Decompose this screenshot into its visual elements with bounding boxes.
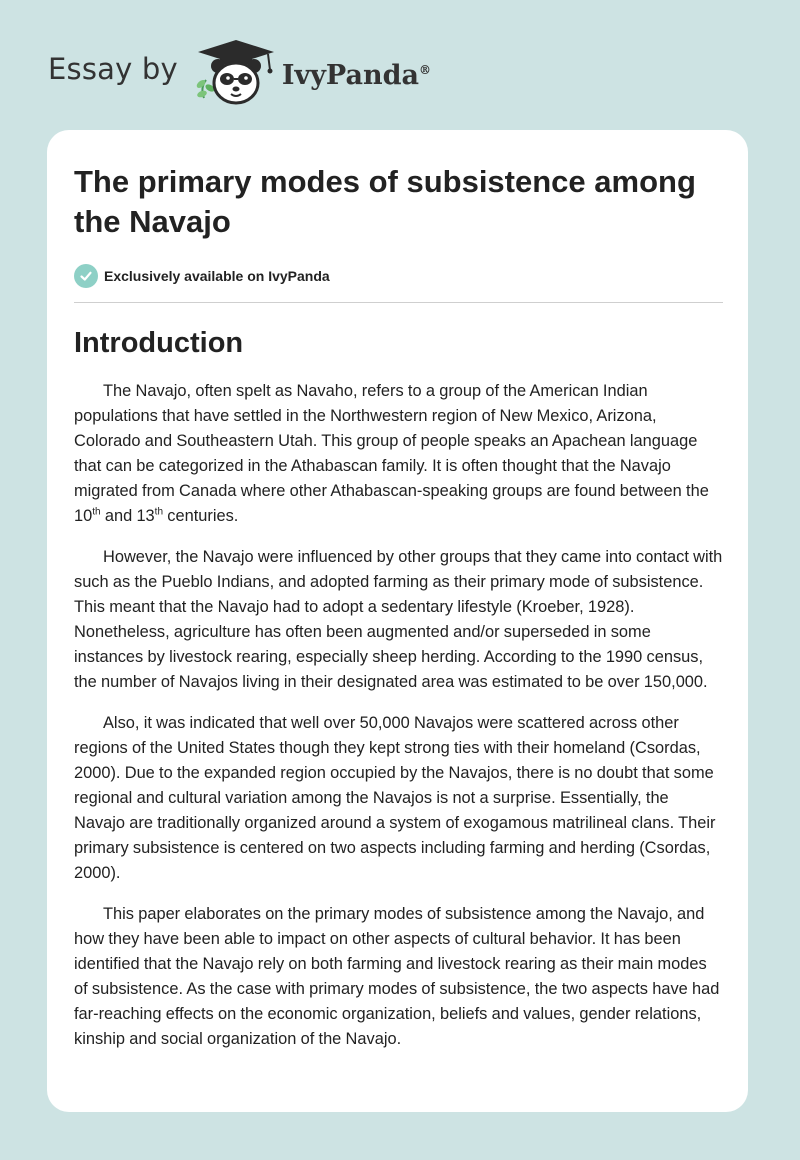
section-heading: Introduction xyxy=(74,327,244,359)
essay-content xyxy=(74,162,723,1052)
brand-name[interactable]: IvyPanda® xyxy=(281,59,431,91)
registered-mark: ® xyxy=(418,62,431,77)
essay-card xyxy=(47,130,748,1112)
divider xyxy=(74,302,723,303)
check-icon xyxy=(74,264,98,288)
exclusive-badge xyxy=(74,263,723,289)
essay-title: The primary modes of subsistence among the Navajo xyxy=(74,164,696,239)
panda-logo-icon[interactable] xyxy=(190,36,286,108)
essay-by-label: Essay by xyxy=(48,52,178,86)
paragraph-4: This paper elaborates on the primary modes of subsistence among the Navajo, and how they have been able to impact on other aspects of cultural behavior. It has been identified that the Navajo rely on both farming and livestock rearing as their main modes of subsistence. As the case with primary modes of subsistence, the two aspects have had far-reaching effects on the economic organization, beliefs and values, gender relations, kinship and social organization of the Navajo. xyxy=(74,905,720,1048)
paragraph-3: Also, it was indicated that well over 50,000 Navajos were scattered across other regions of the United States though they kept strong ties with their homeland (Csordas, 2000). Due to the expanded region occupied by the Navajos, there is no doubt that some regional and cultural variation among the Navajos is not a surprise. Essentially, the Navajo are traditionally organized around a system of exogamous matrilineal clans. Their primary subsistence is centered on two aspects including farming and herding (Csordas, 2000). xyxy=(74,714,716,882)
badge-label: Exclusively available on IvyPanda xyxy=(104,268,330,284)
site-header xyxy=(48,38,431,110)
paragraph-1: The Navajo, often spelt as Navaho, refers to a group of the American Indian populations that have settled in the Northwestern region of New Mexico, Arizona, Colorado and Southeastern Utah. This group of people speaks an Apachean language that can be categorized in the Athabascan family. It is often thought that the Navajo migrated from Canada where other Athabascan-speaking groups are found between the 10th and 13th centuries. xyxy=(74,382,709,525)
paragraph-2: However, the Navajo were influenced by other groups that they came into contact with such as the Pueblo Indians, and adopted farming as their primary mode of subsistence. This meant that the Navajo had to adopt a sedentary lifestyle (Kroeber, 1928). Nonetheless, agriculture has often been augmented and/or superseded in some instances by livestock rearing, especially sheep herding. According to the 1990 census, the number of Navajos living in their designated area was estimated to be over 150,000. xyxy=(74,548,723,691)
